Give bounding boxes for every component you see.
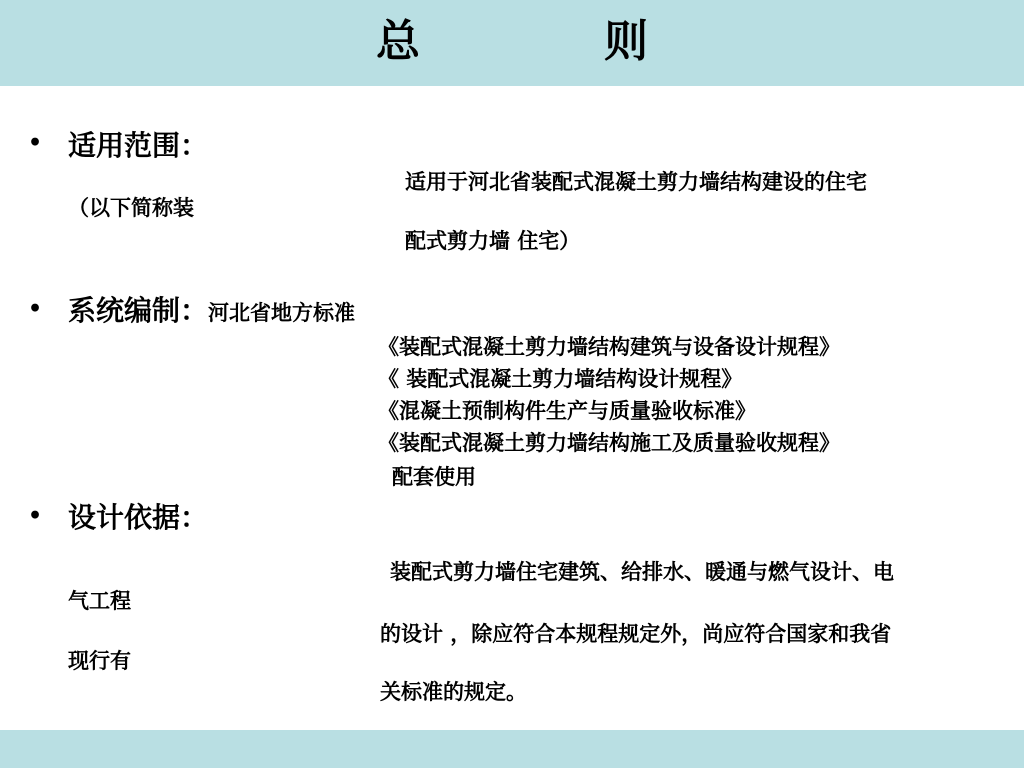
page-title-part1: 总 — [376, 16, 420, 67]
section-heading-scope: 适用范围： — [68, 129, 209, 162]
header-band — [0, 0, 1024, 86]
scope-line-1: 适用于河北省装配式混凝土剪力墙结构建设的住宅 — [405, 169, 867, 194]
section-heading-basis: 设计依据： — [68, 501, 209, 534]
section-heading-system — [68, 294, 355, 330]
section-heading-system-label: 系统编制： — [68, 294, 209, 327]
standards-note: 配套使用 — [392, 464, 476, 489]
footer-band — [0, 730, 1024, 768]
scope-line-3: 配式剪力墙 住宅） — [405, 228, 581, 253]
standard-item: 《 装配式混凝土剪力墙结构设计规程》 — [378, 366, 743, 391]
standard-item: 《装配式混凝土剪力墙结构建筑与设备设计规程》 — [378, 334, 840, 359]
basis-line-3: 关标准的规定。 — [380, 679, 527, 704]
basis-line-1: 装配式剪力墙住宅建筑、给排水、暖通与燃气设计、电 — [390, 559, 894, 584]
basis-line-2-left: 现行有 — [68, 648, 131, 673]
system-inline-text: 河北省地方标准 — [208, 300, 356, 325]
basis-line-1-left: 气工程 — [68, 588, 131, 613]
page-title-part2: 则 — [604, 16, 648, 67]
standard-item: 《装配式混凝土剪力墙结构施工及质量验收规程》 — [378, 430, 840, 455]
standard-item: 《混凝土预制构件生产与质量验收标准》 — [378, 398, 756, 423]
scope-line-2: （以下简称装 — [68, 195, 194, 220]
bullet-icon: • — [28, 503, 43, 529]
bullet-icon: • — [28, 130, 43, 156]
bullet-icon: • — [28, 296, 43, 322]
basis-line-2: 的设计 ，除应符合本规程规定外，尚应符合国家和我省 — [380, 621, 892, 646]
